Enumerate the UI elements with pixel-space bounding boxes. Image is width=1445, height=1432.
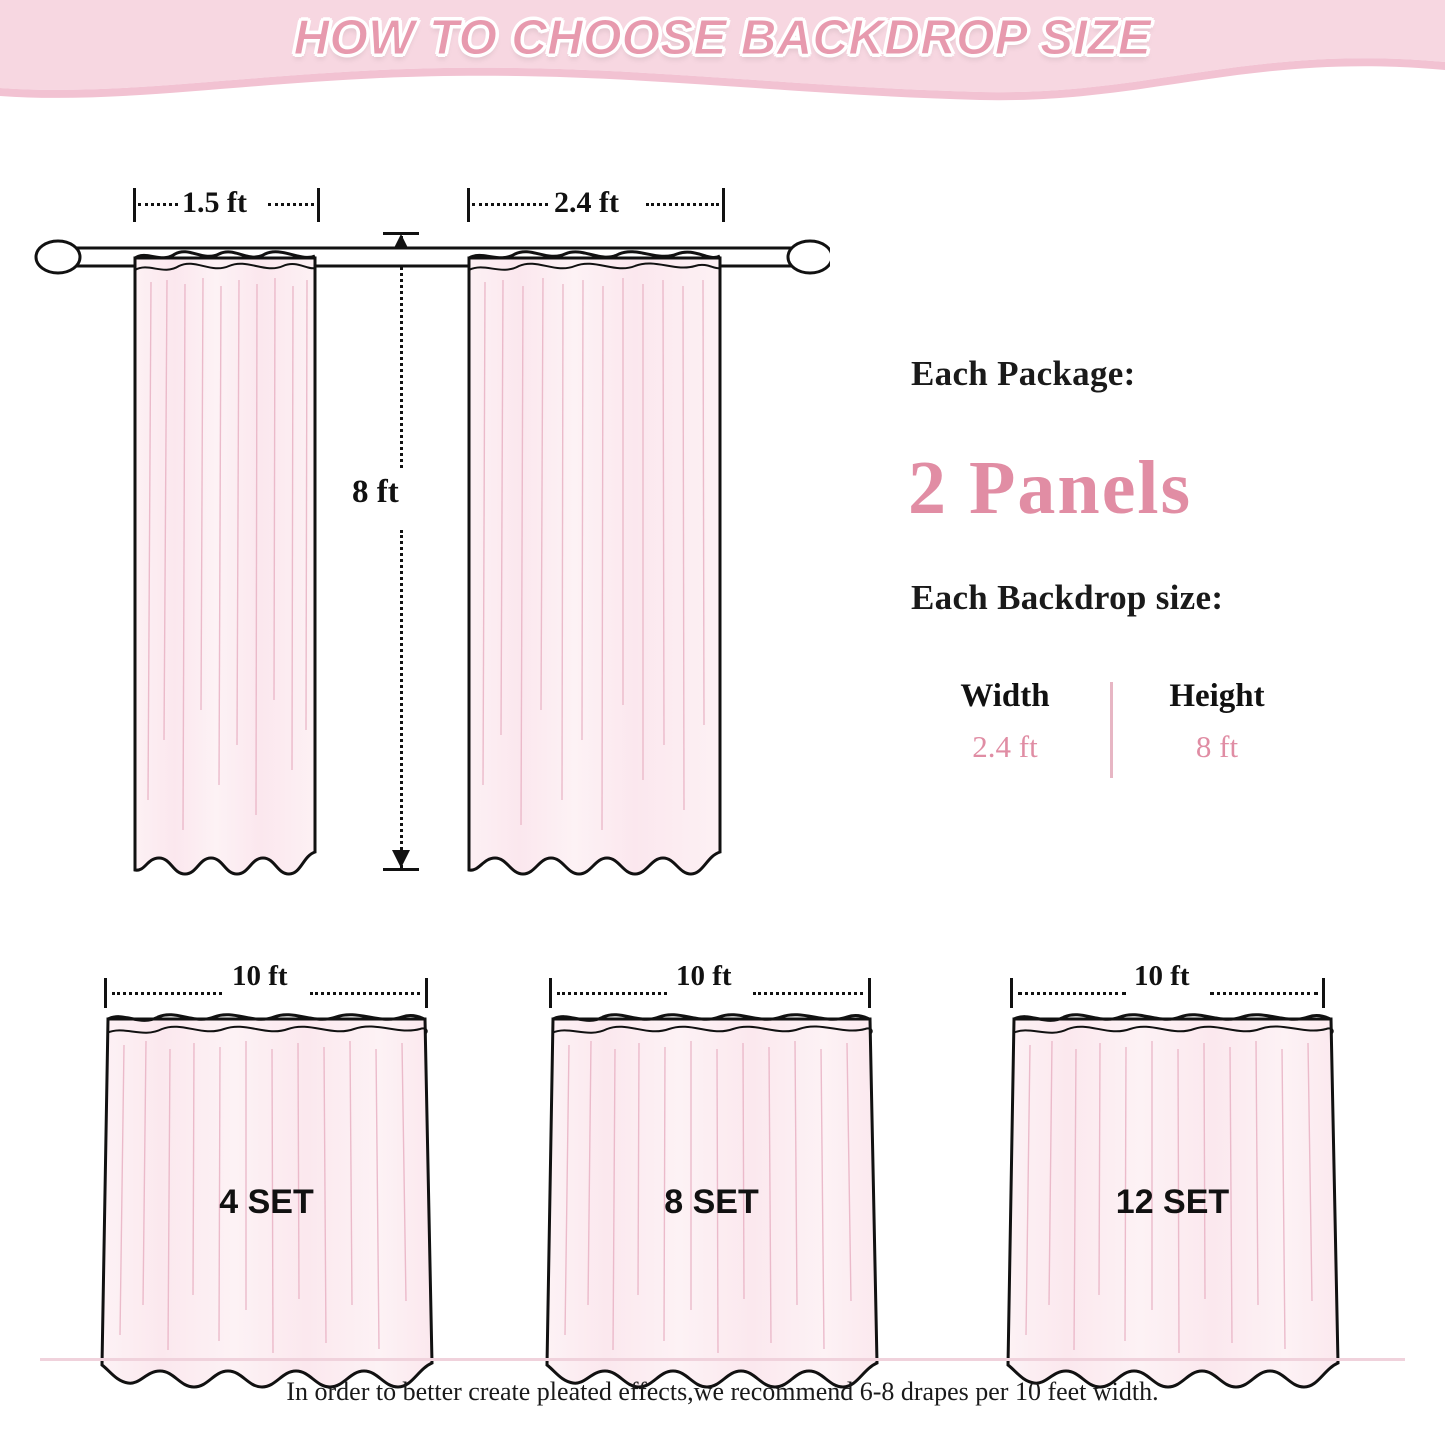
left-width-dotline-a [138,203,178,206]
each-backdrop-size-text: Each Backdrop size: [905,576,1233,620]
right-width-cap-start [467,188,470,222]
panels-count-value: 2 Panels [908,446,1193,530]
set2-cap-right [868,978,871,1008]
set3-cap-right [1322,978,1325,1008]
set2-dotline-b [753,992,863,995]
set2-label: 8 SET [664,1183,759,1221]
set1-dotline-a [112,992,222,995]
right-width-dotline-a [472,203,548,206]
height-value: 8 ft [1195,729,1239,764]
panel-height-label: 8 ft [352,474,399,510]
left-width-cap-start [133,188,136,222]
height-column [1127,678,1307,765]
set1-dotline-b [310,992,420,995]
set1-label: 4 SET [219,1183,314,1221]
set3-dotline-a [1018,992,1126,995]
width-column [915,678,1095,765]
right-width-dotline-b [646,203,719,206]
set1-cap-right [425,978,428,1008]
set3-label: 12 SET [1115,1183,1230,1221]
curtain-panel-right [467,240,722,885]
left-panel-width-label: 1.5 ft [182,186,247,219]
each-package-label [905,352,1146,396]
height-arrow-bottom [389,848,413,868]
each-backdrop-size-label [905,576,1233,620]
right-panel-width-label: 2.4 ft [554,186,619,219]
set1-cap-left [104,978,107,1008]
height-dotline-lower [400,530,403,868]
height-cap-bottom [383,868,419,871]
set3-cap-left [1010,978,1013,1008]
right-width-cap-end [722,188,725,222]
set1-width-label: 10 ft [232,960,288,992]
set2-cap-left [549,978,552,1008]
each-package-text: Each Package: [905,352,1146,396]
page-title: HOW TO CHOOSE BACKDROP SIZE [293,11,1152,65]
left-width-dotline-b [268,203,314,206]
footer-divider [40,1358,1405,1361]
width-header: Width [960,678,1050,714]
curtain-panel-left [133,240,317,885]
height-header: Height [1169,678,1265,714]
set3-width-label: 10 ft [1134,960,1190,992]
footer-note: In order to better create pleated effects,we recommend 6-8 drapes per 10 feet width. [286,1377,1159,1406]
set2-width-label: 10 ft [676,960,732,992]
set3-dotline-b [1210,992,1318,995]
set2-dotline-a [557,992,667,995]
table-divider [1110,682,1113,778]
width-value: 2.4 ft [972,729,1038,764]
left-width-cap-end [317,188,320,222]
